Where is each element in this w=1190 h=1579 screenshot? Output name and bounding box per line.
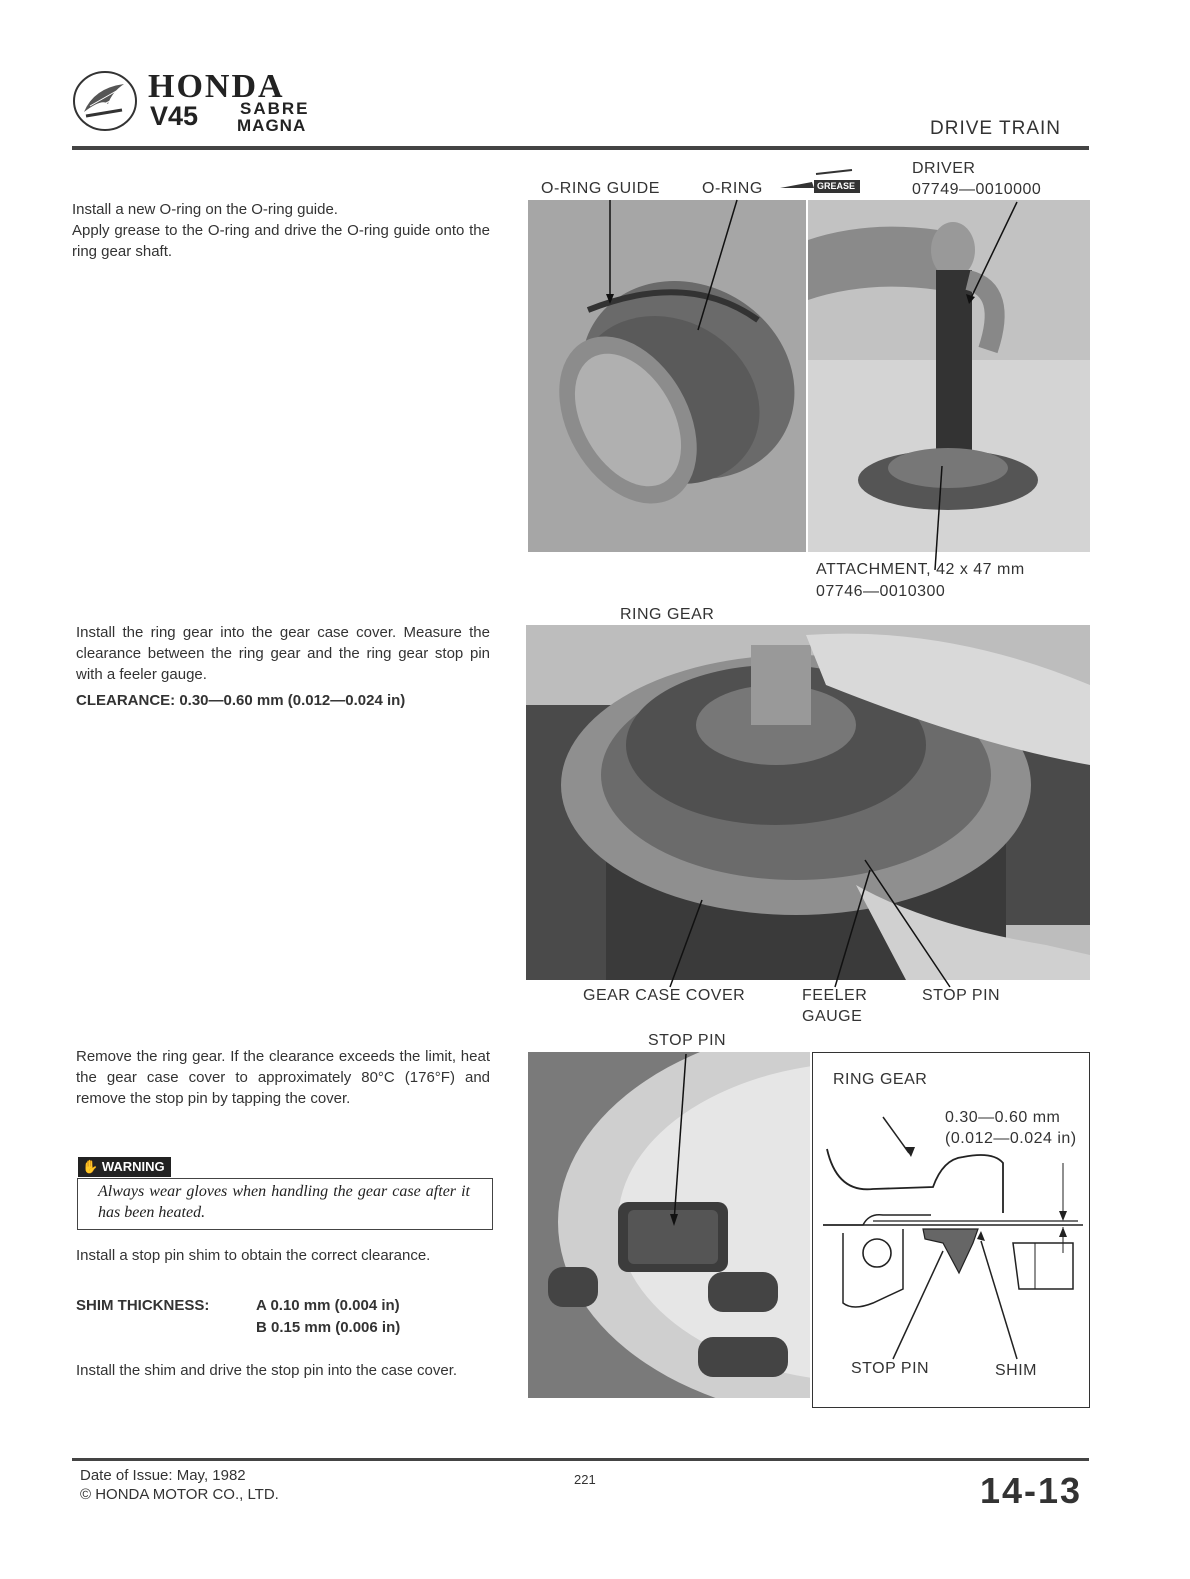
brand-name: HONDA <box>148 68 285 105</box>
warning-hand-icon: ✋ <box>82 1159 99 1174</box>
honda-wing-logo <box>72 70 138 132</box>
model-variant-sabre: SABRE <box>240 99 310 118</box>
label-gauge: GAUGE <box>802 1008 863 1025</box>
diagram-label-stop-pin: STOP PIN <box>851 1360 930 1377</box>
step1-instructions <box>72 199 490 262</box>
copyright: © HONDA MOTOR CO., LTD. <box>80 1486 279 1503</box>
step3-instructions: Remove the ring gear. If the clearance exceeds the limit, heat the gear case cover to approximately 80°C (176°F) and remove the stop pin by tapping the cover. <box>76 1048 490 1107</box>
diagram-label-ring-gear: RING GEAR <box>833 1071 928 1088</box>
page-number: 14-13 <box>980 1470 1083 1511</box>
grease-label: GREASE <box>817 181 856 191</box>
model-name: V45 <box>150 101 199 131</box>
shim-spec-a: A 0.10 mm (0.004 in) <box>256 1297 400 1314</box>
label-driver: DRIVER <box>912 160 976 177</box>
step2-leader-lines <box>520 830 1090 990</box>
model-variant-magna: MAGNA <box>237 116 307 135</box>
footer-divider <box>72 1458 1089 1461</box>
stop-pin-leader <box>660 1050 700 1230</box>
label-gear-case-cover: GEAR CASE COVER <box>583 987 746 1004</box>
step2-instructions: Install the ring gear into the gear case cover. Measure the clearance between the ring gear and the ring gear stop pin with a feeler gauge. <box>76 624 490 683</box>
label-ring-gear: RING GEAR <box>620 606 715 623</box>
clearance-spec: CLEARANCE: 0.30—0.60 mm (0.012—0.024 in) <box>76 692 406 709</box>
header-divider <box>72 146 1089 150</box>
label-oring: O-RING <box>702 180 763 197</box>
diagram-label-shim: SHIM <box>995 1362 1037 1379</box>
warning-text: Always wear gloves when handling the gear case after it has been heated. <box>98 1183 470 1221</box>
shim-thickness-label: SHIM THICKNESS: <box>76 1297 210 1314</box>
step1-leader-lines <box>520 190 1090 580</box>
label-oring-guide: O-RING GUIDE <box>541 180 660 197</box>
label-stop-pin-photo: STOP PIN <box>648 1032 727 1049</box>
diagram-label-clearance-in: (0.012—0.024 in) <box>945 1130 1077 1147</box>
diagram-label-clearance-mm: 0.30—0.60 mm <box>945 1109 1061 1126</box>
step1-line-1: Install a new O-ring on the O-ring guide. <box>72 201 338 218</box>
shim-spec-b: B 0.15 mm (0.006 in) <box>256 1319 401 1336</box>
section-title: DRIVE TRAIN <box>930 118 1062 139</box>
label-attachment-part-no: 07746—0010300 <box>816 583 946 600</box>
issue-date: Date of Issue: May, 1982 <box>80 1467 246 1484</box>
warning-tag <box>78 1157 171 1177</box>
step1-line-2: Apply grease to the O-ring and drive the O-ring guide onto the ring gear shaft. <box>72 222 490 260</box>
label-attachment: ATTACHMENT, 42 x 47 mm <box>816 561 1025 578</box>
clearance-diagram <box>812 1052 1090 1408</box>
label-feeler: FEELER <box>802 987 868 1004</box>
sheet-number: 221 <box>574 1472 596 1487</box>
warning-label: WARNING <box>101 1159 165 1174</box>
label-driver-part-no: 07749—0010000 <box>912 181 1042 198</box>
final-instructions: Install the shim and drive the stop pin into the case cover. <box>76 1362 458 1379</box>
shim-instructions: Install a stop pin shim to obtain the correct clearance. <box>76 1247 431 1264</box>
label-stop-pin: STOP PIN <box>922 987 1001 1004</box>
